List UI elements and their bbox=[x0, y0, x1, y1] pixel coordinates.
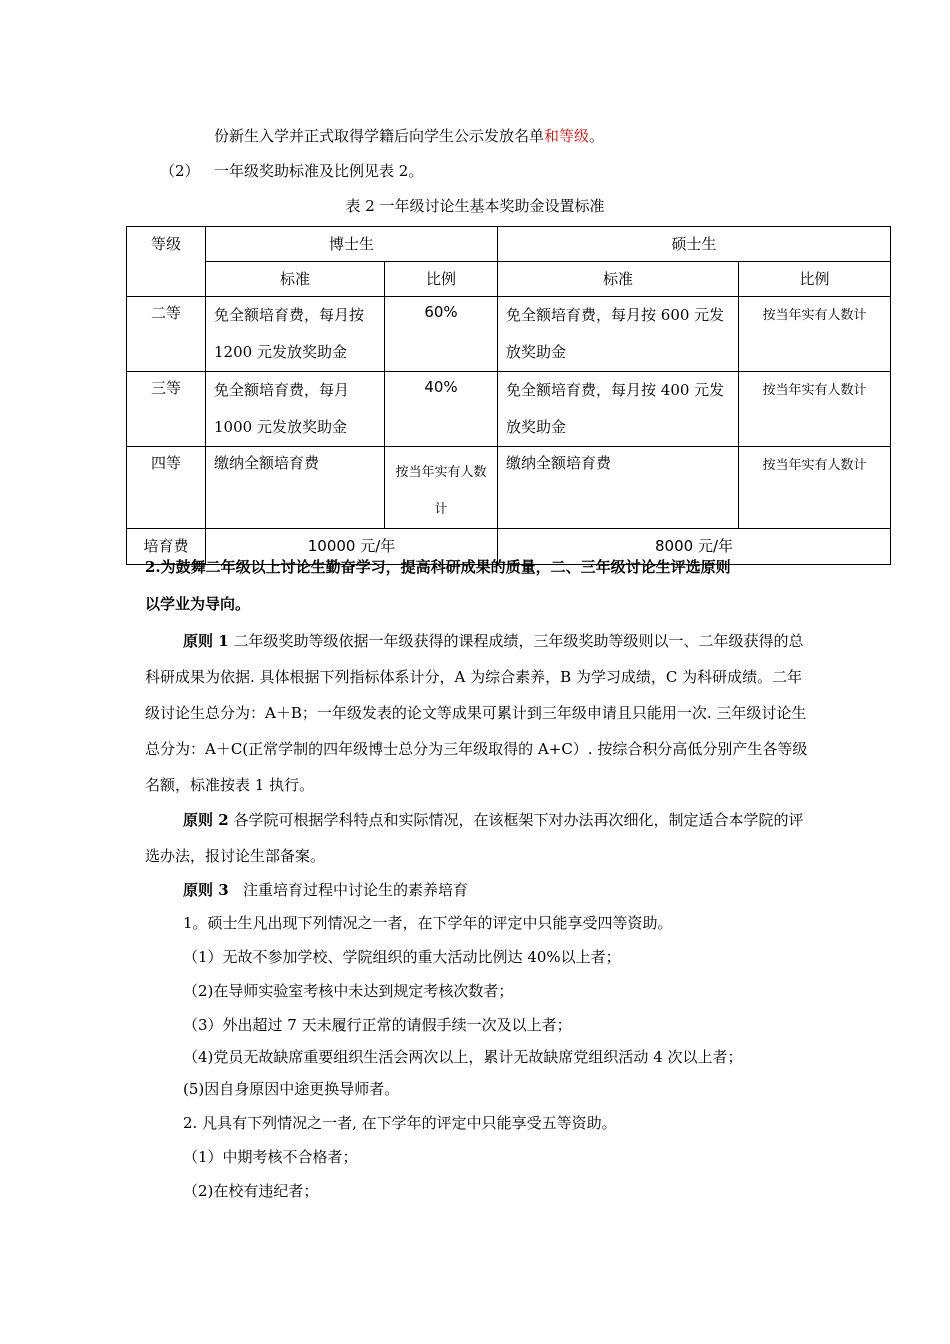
intro-red-text: 和等级 bbox=[544, 127, 590, 145]
principle-2-label: 原则 2 bbox=[183, 811, 229, 829]
principle-3-text: 注重培育过程中讨论生的素养培育 bbox=[242, 881, 468, 899]
intro-line-1 bbox=[214, 126, 604, 146]
principle-1-paragraph bbox=[145, 623, 810, 803]
fee-phd-cell: 10000 元/年 bbox=[206, 529, 498, 565]
phd-ratio-cell: 60% bbox=[385, 297, 498, 372]
fee-master-cell: 8000 元/年 bbox=[498, 529, 891, 565]
subheader-master-standard: 标准 bbox=[498, 262, 739, 297]
level-cell: 三等 bbox=[127, 372, 206, 447]
level-cell: 四等 bbox=[127, 447, 206, 529]
list-2-intro: 2. 凡具有下列情况之一者, 在下学年的评定中只能享受五等资助。 bbox=[183, 1114, 617, 1132]
principle-2-text: 各学院可根据学科特点和实际情况，在该框架下对办法再次细化，制定适合本学院的评选办法，报讨论生部备案。 bbox=[145, 811, 804, 865]
header-master: 硕士生 bbox=[498, 227, 891, 262]
subheader-phd-ratio: 比例 bbox=[385, 262, 498, 297]
phd-standard-cell: 免全额培育费，每月 1000 元发放奖助金 bbox=[206, 372, 385, 447]
phd-ratio-cell: 40% bbox=[385, 372, 498, 447]
list-item: （4)党员无故缺席重要组织生活会两次以上，累计无故缺席党组织活动 4 次以上者； bbox=[183, 1048, 743, 1066]
list-item: （3）外出超过 7 天未履行正常的请假手续一次及以上者； bbox=[183, 1016, 572, 1034]
intro-end: 。 bbox=[589, 127, 605, 145]
table-row bbox=[127, 372, 891, 447]
master-ratio-cell: 按当年实有人数计 bbox=[739, 447, 891, 529]
list-item: （1）无故不参加学校、学院组织的重大活动比例达 40%以上者； bbox=[183, 948, 621, 966]
master-standard-cell: 免全额培育费，每月按 400 元发放奖助金 bbox=[498, 372, 739, 447]
fee-label-cell: 培育费 bbox=[127, 529, 206, 565]
table-caption: 表 2 一年级讨论生基本奖助金设置标准 bbox=[345, 197, 605, 215]
table-row bbox=[127, 447, 891, 529]
list-item: （1）中期考核不合格者； bbox=[183, 1148, 358, 1166]
phd-standard-cell: 缴纳全额培育费 bbox=[206, 447, 385, 529]
master-standard-cell: 免全额培育费，每月按 600 元发放奖助金 bbox=[498, 297, 739, 372]
subheader-phd-standard: 标准 bbox=[206, 262, 385, 297]
principle-3-line bbox=[183, 880, 468, 900]
master-ratio-cell: 按当年实有人数计 bbox=[739, 297, 891, 372]
table-subheader-row bbox=[127, 262, 891, 297]
scholarship-table bbox=[126, 226, 891, 565]
principle-3-label: 原则 3 bbox=[183, 881, 229, 899]
item-2-text: 一年级奖助标准及比例见表 2。 bbox=[214, 162, 424, 180]
list-1-intro: 1。硕士生凡出现下列情况之一者，在下学年的评定中只能享受四等资助。 bbox=[183, 914, 673, 932]
section-2-heading-line-2: 以学业为导向。 bbox=[145, 595, 251, 613]
level-cell: 二等 bbox=[127, 297, 206, 372]
principle-1-label: 原则 1 bbox=[183, 632, 229, 650]
intro-text: 份新生入学并正式取得学籍后向学生公示发放名单 bbox=[214, 127, 545, 145]
item-2-number: （2） bbox=[160, 162, 200, 180]
list-item: （2)在校有违纪者； bbox=[183, 1182, 319, 1200]
header-level: 等级 bbox=[127, 227, 206, 297]
list-item: (5)因自身原因中途更换导师者。 bbox=[183, 1080, 400, 1098]
phd-standard-cell: 免全额培育费，每月按 1200 元发放奖助金 bbox=[206, 297, 385, 372]
header-phd: 博士生 bbox=[206, 227, 498, 262]
principle-1-text: 二年级奖助等级依据一年级获得的课程成绩，三年级奖助等级则以一、二年级获得的总科研成果为依据. 具体根据下列指标体系计分，A 为综合素养，B 为学习成绩，C 为科研成绩。二年级讨论生总分为：A＋B；一年级发表的论文等成果可累计到三年级申请且只能用一次. 三年级讨论生总分为：A＋C(正常学制的四年级博士总分为三年级取得的 A+C）. 按综合积分高低分别产生各等级名额，标准按表 1 执行。 bbox=[145, 632, 808, 794]
list-item: （2)在导师实验室考核中未达到规定考核次数者； bbox=[183, 982, 514, 1000]
section-2-heading-line-1: 2.为鼓舞二年级以上讨论生勤奋学习，提高科研成果的质量，二、三年级讨论生评选原则 bbox=[145, 558, 731, 576]
principle-2-paragraph bbox=[145, 802, 810, 874]
subheader-master-ratio: 比例 bbox=[739, 262, 891, 297]
phd-ratio-cell: 按当年实有人数计 bbox=[385, 447, 498, 529]
master-ratio-cell: 按当年实有人数计 bbox=[739, 372, 891, 447]
master-standard-cell: 缴纳全额培育费 bbox=[498, 447, 739, 529]
table-header-row bbox=[127, 227, 891, 262]
table-row bbox=[127, 297, 891, 372]
